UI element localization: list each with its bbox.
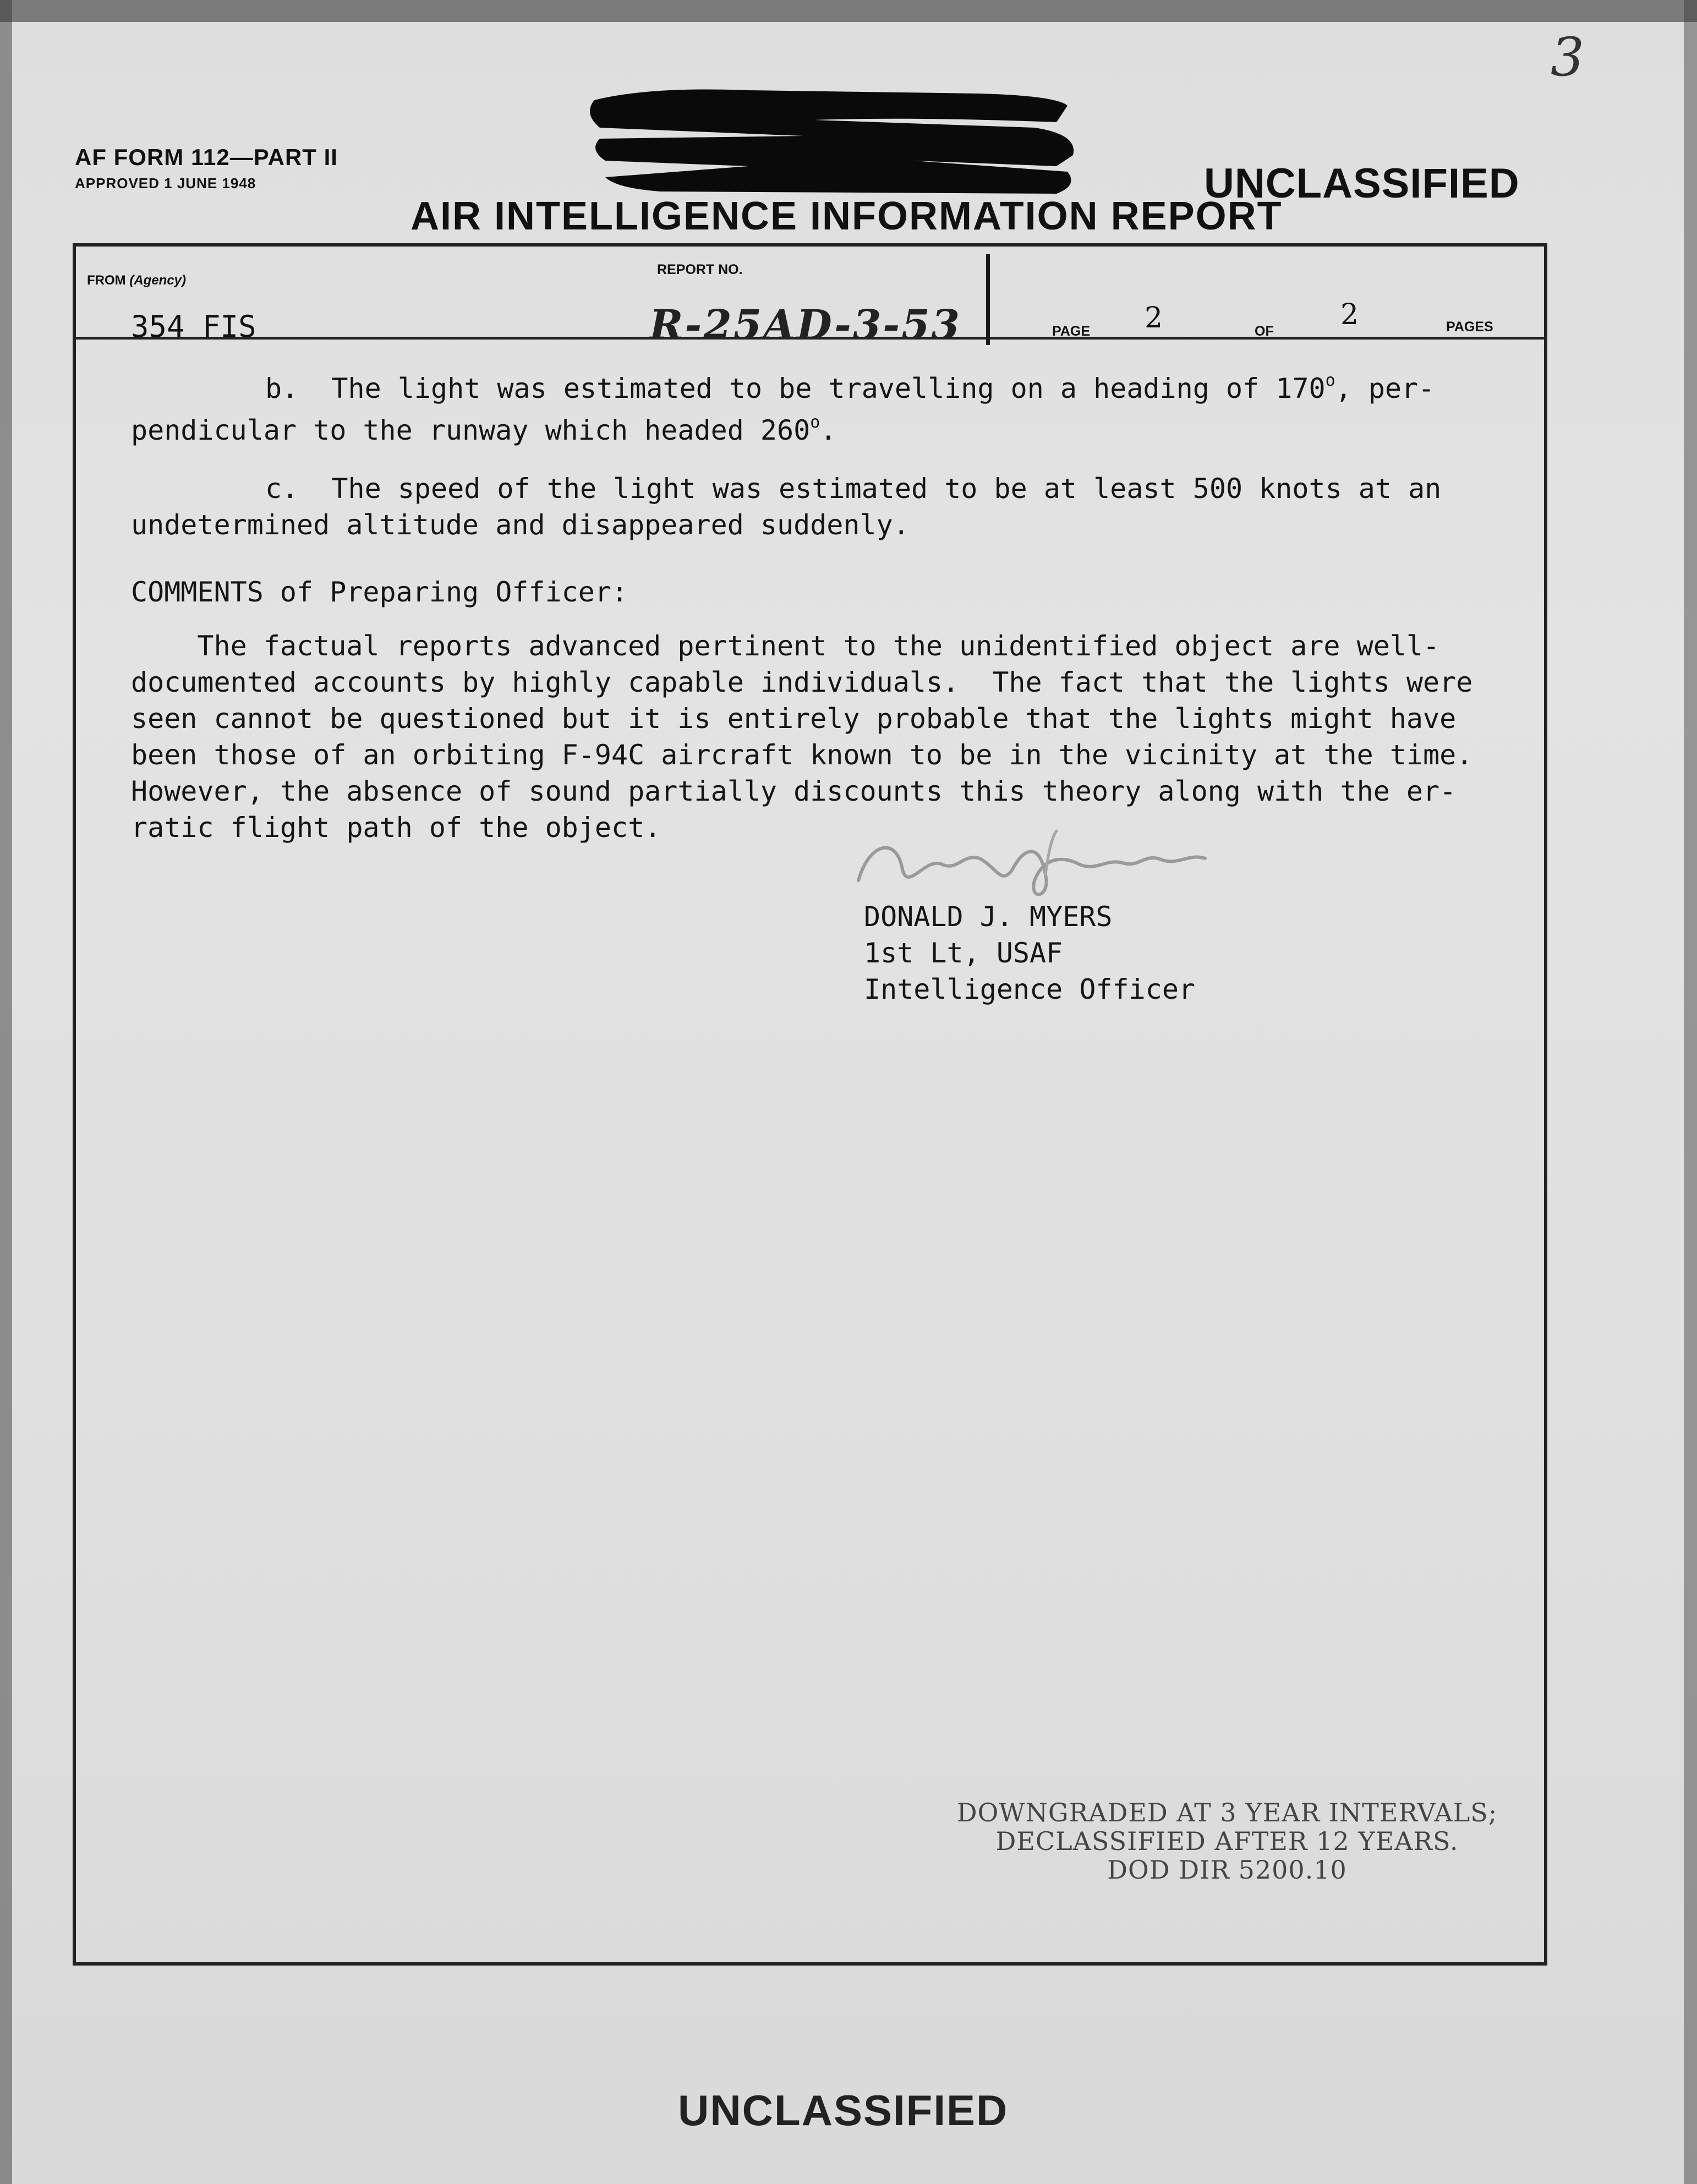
- comments-heading: COMMENTS of Preparing Officer:: [131, 576, 628, 608]
- pages-label: PAGES: [1446, 319, 1493, 335]
- para-b-line-1-text: b. The light was estimated to be travelling on a heading of 170: [265, 373, 1326, 404]
- report-number-label: REPORT NO.: [657, 262, 743, 277]
- downgrade-line-2: DECLASSIFIED AFTER 12 YEARS.: [995, 1826, 1459, 1856]
- redaction-mark: [583, 84, 1084, 199]
- handwritten-signature: [847, 820, 1233, 908]
- classification-bottom: UNCLASSIFIED: [678, 2086, 1009, 2134]
- handwritten-page-number: 3: [1551, 26, 1585, 88]
- downgrade-line-3: DOD DIR 5200.10: [1107, 1855, 1347, 1885]
- signer-rank: 1st Lt, USAF: [864, 937, 1063, 969]
- page-number: 2: [1145, 302, 1163, 335]
- para-b-line-2-text: pendicular to the runway which headed 260: [131, 414, 811, 446]
- form-number: AF FORM 112—PART II: [75, 144, 338, 170]
- comments-line: The factual reports advanced pertinent to the unidentified object are well-: [131, 630, 1440, 662]
- report-title: AIR INTELLIGENCE INFORMATION REPORT: [410, 194, 1283, 238]
- classification-top: UNCLASSIFIED: [1204, 160, 1520, 207]
- para-b-line-2-end: .: [820, 414, 837, 446]
- of-label: OF: [1255, 324, 1274, 339]
- from-label-text: FROM: [87, 273, 126, 288]
- para-b-line-2: [131, 406, 836, 447]
- para-c-line-1: c. The speed of the light was estimated to be at least 500 knots at an: [265, 473, 1442, 505]
- from-value: 354 FIS: [131, 309, 256, 344]
- para-b-line-1-end: , per-: [1335, 373, 1435, 404]
- form-approved-date: APPROVED 1 JUNE 1948: [75, 175, 256, 191]
- comments-line: seen cannot be questioned but it is entirely probable that the lights might have: [131, 703, 1457, 735]
- scan-edge-top: [0, 0, 1697, 22]
- from-label: [87, 273, 186, 288]
- comments-line: ratic flight path of the object.: [131, 812, 661, 844]
- signer-name: DONALD J. MYERS: [864, 901, 1113, 933]
- para-c-line-2: undetermined altitude and disappeared suddenly.: [131, 509, 910, 541]
- header-column-divider: [986, 254, 990, 345]
- scan-edge-right: [1684, 0, 1697, 2184]
- page-label: PAGE: [1052, 324, 1090, 339]
- degree-superscript: o: [1325, 371, 1335, 390]
- report-number-value: R-25AD-3-53: [649, 302, 962, 349]
- from-agency-label: (Agency): [129, 273, 187, 288]
- signer-title: Intelligence Officer: [864, 973, 1196, 1005]
- downgrade-stamp: [919, 1798, 1535, 1884]
- scan-edge-left: [0, 0, 12, 2184]
- para-b-line-1: [265, 364, 1435, 405]
- downgrade-line-1: DOWNGRADED AT 3 YEAR INTERVALS;: [956, 1798, 1498, 1827]
- comments-line: been those of an orbiting F-94C aircraft known to be in the vicinity at the time.: [131, 739, 1473, 771]
- comments-line: However, the absence of sound partially discounts this theory along with the er-: [131, 775, 1457, 807]
- page-total: 2: [1340, 298, 1359, 331]
- comments-line: documented accounts by highly capable individuals. The fact that the lights were: [131, 666, 1473, 698]
- degree-superscript: o: [810, 413, 820, 432]
